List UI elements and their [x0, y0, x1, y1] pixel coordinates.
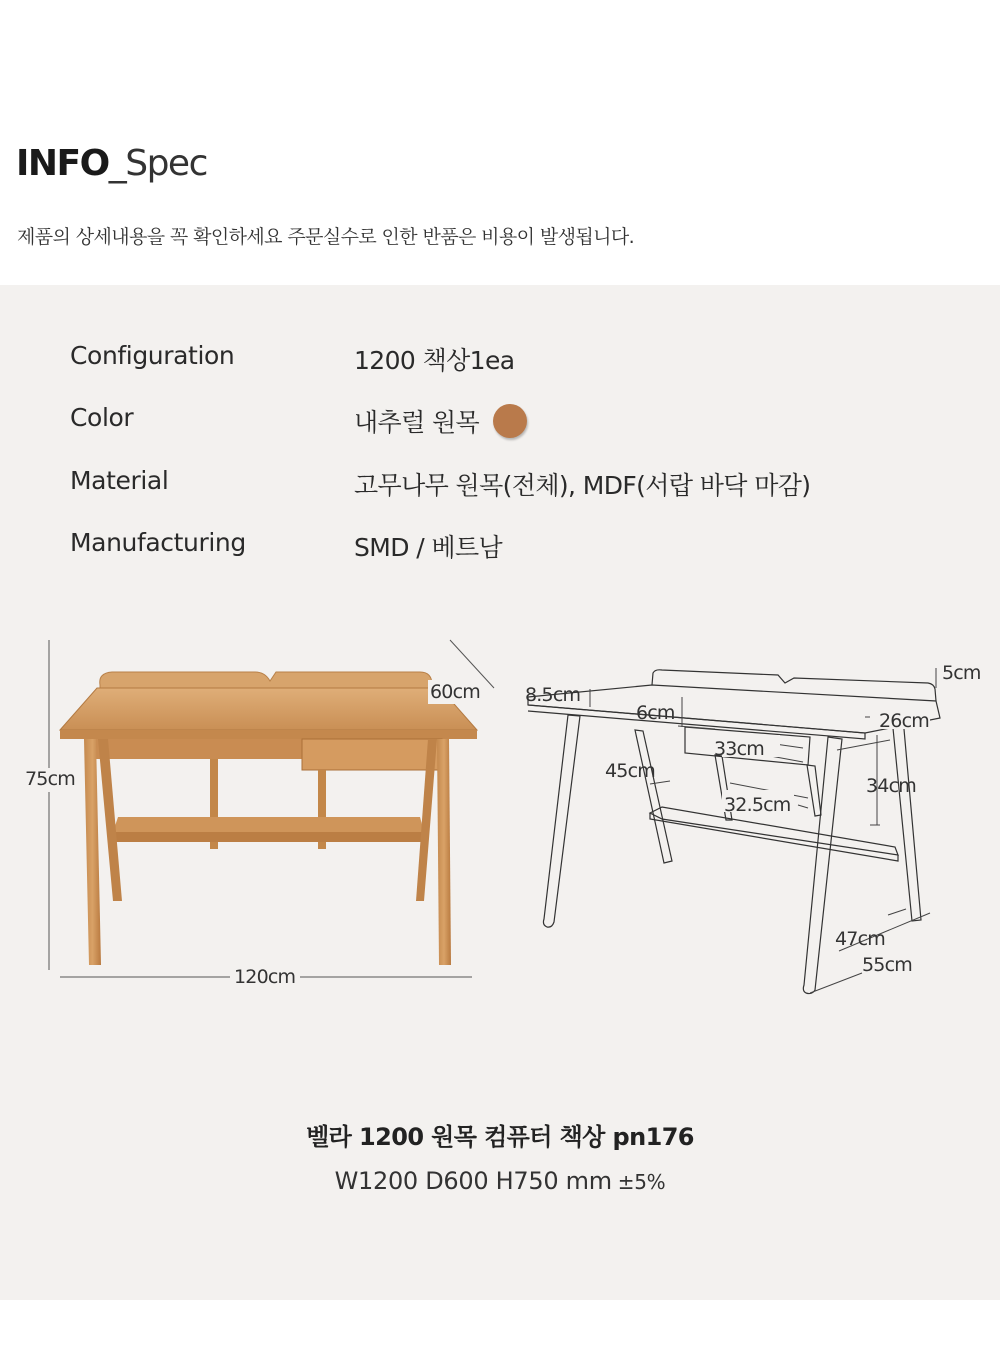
desk-top: [60, 688, 477, 730]
product-size-line: [0, 1167, 1000, 1195]
line-leg-front-left: [543, 715, 580, 927]
dim-drawer-height-label: 6cm: [636, 702, 675, 724]
line-top-edge: [528, 705, 865, 739]
spec-value: 고무나무 원목(전체), MDF(서랍 바닥 마감): [354, 471, 811, 500]
dim-legroom-label: 45cm: [605, 760, 655, 782]
line-leg-inner-right: [807, 765, 821, 816]
spec-panel: [0, 285, 1000, 1300]
dim-shelf-width-label: 32.5cm: [724, 794, 791, 816]
spec-row-manufacturing: [70, 528, 970, 562]
spec-title: [16, 142, 207, 186]
order-notice: 제품의 상세내용을 꼭 확인하세요 주문실수로 인한 반품은 비용이 발생됩니다.: [17, 226, 635, 248]
dim-outer-depth-label: 55cm: [862, 954, 912, 976]
spec-label: Manufacturing: [70, 528, 246, 557]
spec-label: Color: [70, 403, 134, 432]
size-tolerance: ±5%: [617, 1170, 666, 1194]
dim-inner-depth-label: 47cm: [835, 928, 885, 950]
spec-value: SMD / 베트남: [354, 533, 503, 562]
line-leg-back-left: [635, 730, 672, 863]
product-name: 벨라 1200 원목 컴퓨터 책상 pn176: [306, 1123, 694, 1151]
dim-drawer-width-label: 33cm: [714, 738, 764, 760]
spec-row-color: [70, 403, 970, 437]
spec-label: Configuration: [70, 341, 235, 370]
dim-side-depth-label: 26cm: [879, 710, 929, 732]
desk-drawer: [302, 739, 442, 770]
desk-shelf-edge: [113, 832, 424, 842]
spec-row-material: [70, 466, 970, 500]
line-back-panel: [652, 670, 936, 701]
spec-label: Material: [70, 466, 169, 495]
dim-front-apron-label: 8.5cm: [525, 684, 581, 706]
dim-shelf-height-label: 34cm: [866, 775, 916, 797]
spec-row-configuration: [70, 341, 970, 375]
desk-top-edge: [60, 730, 477, 739]
spec-title-bold: INFO: [16, 143, 109, 184]
desk-apron: [92, 739, 302, 759]
dim-back-panel-label: 5cm: [942, 662, 981, 684]
desk-leg-front-left: [84, 739, 101, 965]
desk-leg-front-right: [437, 739, 451, 965]
line-shelf-edge: [650, 813, 898, 861]
dim-height-label: 75cm: [25, 768, 75, 790]
desk-line-figure: [510, 615, 1000, 1035]
spec-title-light: _Spec: [108, 143, 207, 184]
line-leg-back-right: [892, 718, 921, 921]
spec-value: 내추럴 원목: [354, 408, 480, 437]
product-size: W1200 D600 H750 mm: [334, 1167, 612, 1195]
dim-depth-label: 60cm: [430, 681, 480, 703]
dim-width-label: 120cm: [234, 966, 296, 988]
desk-photo-figure: [0, 615, 510, 1015]
spec-value-color: [354, 403, 527, 439]
spec-value: 1200 책상1ea: [354, 346, 515, 375]
desk-shelf: [113, 817, 424, 832]
color-swatch: [493, 404, 527, 438]
